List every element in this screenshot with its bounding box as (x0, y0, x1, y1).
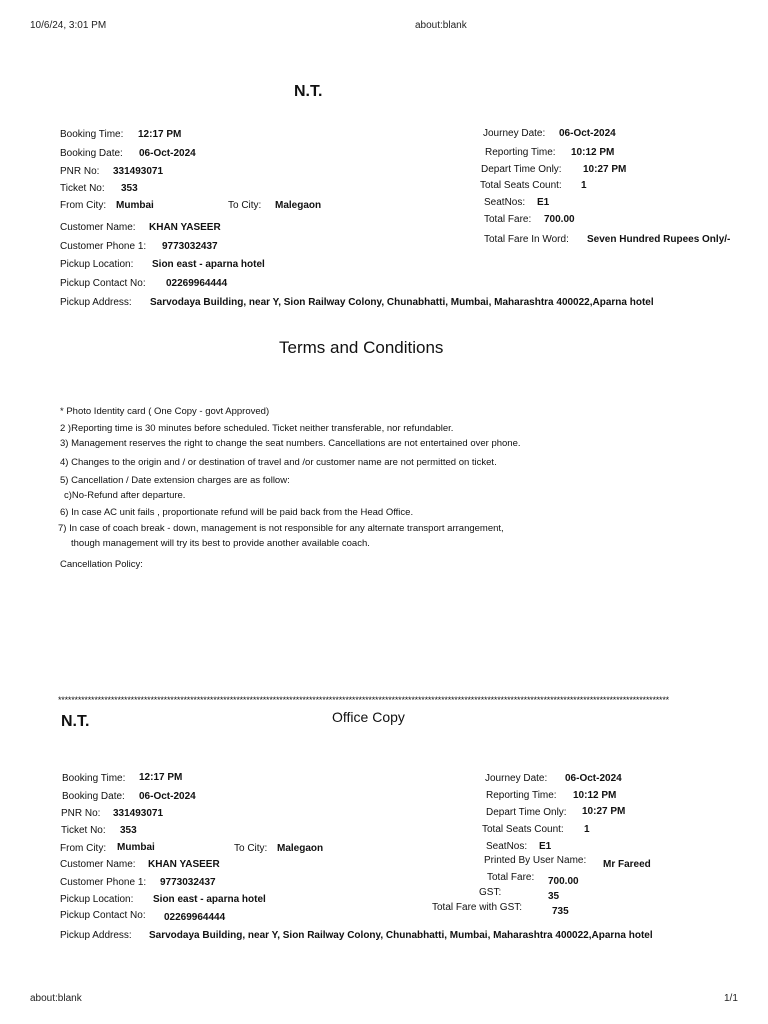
oc-customer-phone-label: Customer Phone 1: (60, 877, 147, 888)
oc-pickup-location-label: Pickup Location: (60, 894, 134, 905)
print-url: about:blank (415, 20, 467, 31)
oc-reporting-time-value: 10:12 PM (573, 790, 617, 801)
oc-pickup-contact-label: Pickup Contact No: (60, 910, 146, 921)
oc-from-city-value: Mumbai (117, 842, 155, 853)
cancellation-policy-label: Cancellation Policy: (60, 559, 143, 570)
oc-ticket-no-label: Ticket No: (61, 825, 106, 836)
total-seats-value: 1 (581, 180, 587, 191)
term-line: 3) Management reserves the right to change the seat numbers. Cancellations are not entertained over phone. (60, 438, 521, 449)
oc-gst-label: GST: (479, 887, 502, 898)
customer-name-label: Customer Name: (60, 222, 136, 233)
oc-pickup-contact-value: 02269964444 (164, 912, 226, 923)
oc-journey-date-value: 06-Oct-2024 (565, 773, 622, 784)
term-line: * Photo Identity card ( One Copy - govt Approved) (60, 406, 270, 417)
oc-to-city-label: To City: (234, 843, 268, 854)
total-fare-value: 700.00 (544, 214, 575, 225)
oc-customer-phone-value: 9773032437 (160, 877, 216, 888)
oc-booking-date-value: 06-Oct-2024 (139, 791, 196, 802)
term-line: 2 )Reporting time is 30 minutes before scheduled. Ticket neither transferable, nor refundabler. (60, 423, 454, 434)
oc-journey-date-label: Journey Date: (485, 773, 548, 784)
oc-seat-nos-value: E1 (539, 841, 552, 852)
ticket-title: N.T. (294, 83, 323, 100)
oc-seat-nos-label: SeatNos: (486, 841, 528, 852)
oc-reporting-time-label: Reporting Time: (486, 790, 557, 801)
term-line: c)No-Refund after departure. (64, 490, 186, 501)
oc-total-fare-value: 700.00 (548, 876, 579, 887)
oc-gst-value: 35 (548, 891, 560, 902)
oc-depart-time-value: 10:27 PM (582, 806, 626, 817)
oc-pnr-value: 331493071 (113, 808, 164, 819)
from-city-value: Mumbai (116, 200, 154, 211)
print-datetime: 10/6/24, 3:01 PM (30, 20, 107, 31)
to-city-value: Malegaon (275, 200, 322, 211)
oc-total-seats-value: 1 (584, 824, 590, 835)
total-fare-label: Total Fare: (484, 214, 532, 225)
oc-pnr-label: PNR No: (61, 808, 101, 819)
ticket-no-value: 353 (121, 183, 138, 194)
oc-printed-by-value: Mr Fareed (603, 859, 651, 870)
term-line: 4) Changes to the origin and / or destination of travel and /or customer name are not permitted on ticket. (60, 457, 497, 468)
booking-date-value: 06-Oct-2024 (139, 148, 196, 159)
pnr-value: 331493071 (113, 166, 164, 177)
to-city-label: To City: (228, 200, 262, 211)
oc-from-city-label: From City: (60, 843, 107, 854)
office-copy-heading: Office Copy (332, 709, 405, 725)
oc-pickup-location-value: Sion east - aparna hotel (153, 894, 266, 905)
pickup-contact-value: 02269964444 (166, 278, 228, 289)
customer-name-value: KHAN YASEER (149, 222, 221, 233)
term-line: 6) In case AC unit fails , proportionate refund will be paid back from the Head Office. (60, 507, 414, 518)
oc-customer-name-label: Customer Name: (60, 859, 136, 870)
oc-printed-by-label: Printed By User Name: (484, 855, 587, 866)
oc-depart-time-label: Depart Time Only: (486, 807, 567, 818)
from-city-label: From City: (60, 200, 107, 211)
oc-pickup-address-value: Sarvodaya Building, near Y, Sion Railway Colony, Chunabhatti, Mumbai, Maharashtra 400022,Aparna hotel (149, 930, 653, 941)
reporting-time-value: 10:12 PM (571, 147, 615, 158)
pickup-location-value: Sion east - aparna hotel (152, 259, 265, 270)
oc-booking-time-value: 12:17 PM (139, 772, 183, 783)
fare-in-word-label: Total Fare In Word: (484, 234, 569, 245)
pickup-address-value: Sarvodaya Building, near Y, Sion Railway Colony, Chunabhatti, Mumbai, Maharashtra 400022,Aparna hotel (150, 297, 654, 308)
oc-pickup-address-label: Pickup Address: (60, 930, 132, 941)
oc-booking-date-label: Booking Date: (62, 791, 125, 802)
terms-title: Terms and Conditions (279, 338, 444, 357)
pickup-location-label: Pickup Location: (60, 259, 134, 270)
booking-date-label: Booking Date: (60, 148, 123, 159)
footer-url: about:blank (30, 993, 82, 1004)
pickup-contact-label: Pickup Contact No: (60, 278, 146, 289)
term-line: though management will try its best to provide another available coach. (71, 538, 370, 549)
office-copy-title: N.T. (61, 713, 90, 730)
fare-in-word-value: Seven Hundred Rupees Only/- (587, 234, 731, 245)
oc-to-city-value: Malegaon (277, 843, 324, 854)
reporting-time-label: Reporting Time: (485, 147, 556, 158)
oc-total-seats-label: Total Seats Count: (482, 824, 564, 835)
customer-phone-label: Customer Phone 1: (60, 241, 147, 252)
seat-nos-value: E1 (537, 197, 550, 208)
booking-time-value: 12:17 PM (138, 129, 182, 140)
depart-time-label: Depart Time Only: (481, 164, 562, 175)
customer-phone-value: 9773032437 (162, 241, 218, 252)
oc-total-with-gst-value: 735 (552, 906, 569, 917)
journey-date-label: Journey Date: (483, 128, 546, 139)
pickup-address-label: Pickup Address: (60, 297, 132, 308)
oc-customer-name-value: KHAN YASEER (148, 859, 220, 870)
term-line: 7) In case of coach break - down, management is not responsible for any alternate transport arrangement, (58, 523, 504, 534)
separator-line: ***************************************************************************************************************************************************************************************** (58, 695, 669, 705)
oc-booking-time-label: Booking Time: (62, 773, 126, 784)
oc-ticket-no-value: 353 (120, 825, 137, 836)
depart-time-value: 10:27 PM (583, 164, 627, 175)
booking-time-label: Booking Time: (60, 129, 124, 140)
seat-nos-label: SeatNos: (484, 197, 526, 208)
pnr-label: PNR No: (60, 166, 100, 177)
oc-total-with-gst-label: Total Fare with GST: (432, 902, 523, 913)
footer-page-number: 1/1 (724, 993, 738, 1004)
term-line: 5) Cancellation / Date extension charges are as follow: (60, 475, 290, 486)
ticket-no-label: Ticket No: (60, 183, 105, 194)
journey-date-value: 06-Oct-2024 (559, 128, 616, 139)
total-seats-label: Total Seats Count: (480, 180, 562, 191)
oc-total-fare-label: Total Fare: (487, 872, 535, 883)
